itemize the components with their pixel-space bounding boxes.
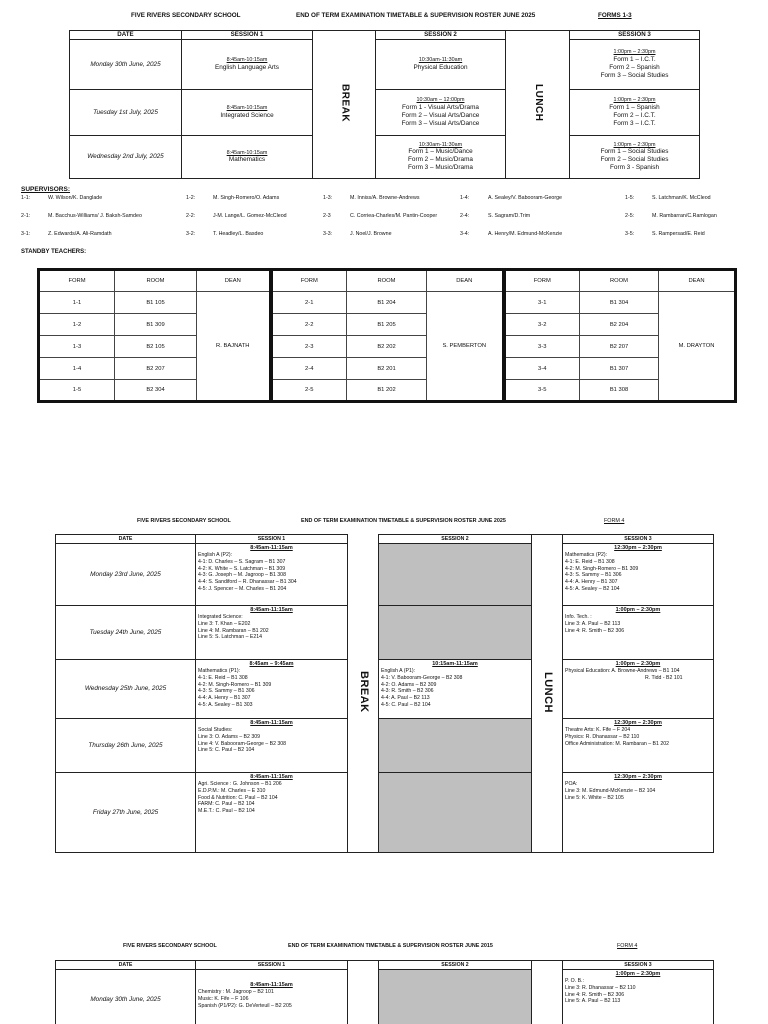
school-name-2: FIVE RIVERS SECONDARY SCHOOL <box>137 518 231 524</box>
supervisor-names: A. Henry/M. Edmund-McKenzie <box>488 231 563 237</box>
supervisor-names: W. Wilson/K. Danglade <box>48 195 103 201</box>
room-cell: B1 304 <box>580 292 659 314</box>
session-1-cell: 8:45am-11:15am Social Studies: Line 3: O. Adams – B2 309 Line 4: V. Babooram-George – B2 308 Line 5: C. Paul – B2 104 <box>196 719 348 773</box>
session-3-cell: 12:30pm – 2:30pm Theatre Arts: K. Fife – F 204 Physics: R. Dhanassar – B2 110 Office Administration: M. Rambaran – B1 202 <box>563 719 714 773</box>
col-dean: DEAN <box>427 270 504 292</box>
form-cell: 3-3 <box>504 336 580 358</box>
supervisor-names: J-M. Lange/L. Gomez-McCleod <box>213 213 287 219</box>
header-session-2: SESSION 2 <box>379 535 532 544</box>
supervisor-names: S. Sagram/D.Trim <box>488 213 531 219</box>
timetable-title-2: END OF TERM EXAMINATION TIMETABLE & SUPERVISION ROSTER JUNE 2025 <box>301 518 506 524</box>
form-cell: 3-2 <box>504 314 580 336</box>
date-cell: Wednesday 2nd July, 2025 <box>70 136 182 179</box>
supervisor-form-label: 3-1: <box>21 231 31 237</box>
supervisor-names: M. Rambarran/C.Ramlogan <box>652 213 717 219</box>
supervisor-form-label: 1-4: <box>460 195 470 201</box>
standby-title: STANDBY TEACHERS: <box>21 249 87 255</box>
supervisor-form-label: 2-5: <box>625 213 635 219</box>
break-column <box>313 31 376 179</box>
form-cell: 2-1 <box>271 292 347 314</box>
date-cell: Tuesday 24th June, 2025 <box>56 606 196 660</box>
form-cell: 3-1 <box>504 292 580 314</box>
supervisor-names: M. Inniss/A. Browne-Andrews <box>350 195 420 201</box>
col-form: FORM <box>271 270 347 292</box>
form-cell: 2-3 <box>271 336 347 358</box>
school-name-1: FIVE RIVERS SECONDARY SCHOOL <box>131 12 241 19</box>
header-date: DATE <box>56 961 196 970</box>
room-cell: B2 201 <box>347 358 427 380</box>
session-1-cell: 8:45am – 9:45am Mathematics (P1): 4-1: E. Reid – B1 308 4-2: M. Singh-Romero – B1 309 4-3: S. Sammy – B1 306 4-4: A. Henry – B1 307 4-5: A. Sealey – B1 303 <box>196 660 348 719</box>
date-cell: Monday 23rd June, 2025 <box>56 544 196 606</box>
col-dean: DEAN <box>197 270 271 292</box>
col-dean: DEAN <box>659 270 736 292</box>
lunch-label: LUNCH <box>541 671 554 713</box>
room-cell: B2 204 <box>580 314 659 336</box>
room-cell: B1 204 <box>347 292 427 314</box>
col-room: ROOM <box>347 270 427 292</box>
lunch-column <box>532 961 563 1024</box>
supervisor-names: M. Singh-Romero/O. Adams <box>213 195 280 201</box>
session-2-cell: 10:15am-11:15am English A (P1): 4-1: V. Babooram-George – B2 308 4-2: O. Adams – B2 309 4-3: R. Smith – B2 306 4-4: A. Paul – B2 113 4-5: C. Paul – B2 104 <box>379 660 532 719</box>
session-3-cell: 1:00pm – 2:30pm Info. Tech. : Line 3: A. Paul – B2 113 Line 4: R. Smith – B2 306 <box>563 606 714 660</box>
session-3-cell: 1:00pm – 2:30pm Physical Education: A. Browne-Andrews – B1 104 R. Tidd - B2 101 <box>563 660 714 719</box>
session-2-cell-empty <box>379 606 532 660</box>
session-1-cell: 8:45am-11:15am English A (P2): 4-1: D. Charles – S. Sagram – B1 307 4-2: K. White – S. Latchman – B1 309 4-3: G. Joseph – M. Jagroop – B1 308 4-4: S. Sandiford – R. Dhanassar – B1 304 4-5: J. Spencer – M. Charles – B1 204 <box>196 544 348 606</box>
lunch-column <box>506 31 570 179</box>
school-name-3: FIVE RIVERS SECONDARY SCHOOL <box>123 943 217 949</box>
form-label-3: FORM 4 <box>617 943 638 949</box>
supervisor-form-label: 2-1: <box>21 213 31 219</box>
session-2-cell: 10:30am – 12:00pm Form 1 - Visual Arts/Drama Form 2 – Visual Arts/Dance Form 3 – Visual Arts/Dance <box>376 90 506 136</box>
session-1-cell: 8:45am-10:15am English Language Arts <box>182 40 313 90</box>
header-session-3: SESSION 3 <box>563 535 714 544</box>
form-cell: 1-5 <box>39 380 115 402</box>
supervisor-form-label: 3-3: <box>323 231 333 237</box>
supervisor-form-label: 3-5: <box>625 231 635 237</box>
supervisor-form-label: 1-3: <box>323 195 333 201</box>
date-cell: Tuesday 1st July, 2025 <box>70 90 182 136</box>
room-cell: B1 307 <box>580 358 659 380</box>
date-cell: Monday 30th June, 2025 <box>70 40 182 90</box>
session-2-cell-empty <box>379 970 532 1024</box>
supervisor-names: S. Rampersad/E. Reid <box>652 231 705 237</box>
date-cell: Friday 27th June, 2025 <box>56 773 196 853</box>
lunch-label: LUNCH <box>532 84 544 122</box>
form-cell: 3-5 <box>504 380 580 402</box>
session-1-cell: 8:45am-11:15am Chemistry : M. Jagroop – B2 101 Music: K. Fife – F 106 Spanish (P1/P2): G. DeVerteuil – B2 205 <box>196 970 348 1024</box>
dean-cell: R. BAJNATH <box>197 292 271 402</box>
header-session-2: SESSION 2 <box>379 961 532 970</box>
supervisor-names: M. Bacchus-Williams/ J. Baksh-Samdeo <box>48 213 142 219</box>
dean-cell: S. PEMBERTON <box>427 292 504 402</box>
supervisor-form-label: 2-2: <box>186 213 196 219</box>
break-column <box>348 535 379 853</box>
form-cell: 2-5 <box>271 380 347 402</box>
session-1-cell: 8:45am-10:15am Integrated Science <box>182 90 313 136</box>
room-cell: B1 308 <box>580 380 659 402</box>
header-session-1: SESSION 1 <box>196 535 348 544</box>
room-cell: B2 304 <box>115 380 197 402</box>
supervisor-names: T. Headley/L. Basdeo <box>213 231 264 237</box>
room-cell: B2 105 <box>115 336 197 358</box>
date-cell: Wednesday 25th June, 2025 <box>56 660 196 719</box>
timetable-forms-1-3 <box>69 30 700 179</box>
session-3-cell: 12:30pm – 2:30pm POA: Line 3: M. Edmund-McKenzie – B2 104 Line 5: K. White – B2 105 <box>563 773 714 853</box>
header-date: DATE <box>56 535 196 544</box>
session-3-cell: 1:00pm – 2:30pm Form 1 – Social Studies Form 2 – Social Studies Form 3 - Spanish <box>570 136 700 179</box>
header-session-2: SESSION 2 <box>376 31 506 40</box>
supervisor-form-label: 3-2: <box>186 231 196 237</box>
form-cell: 1-2 <box>39 314 115 336</box>
date-cell: Monday 30th June, 2025 <box>56 970 196 1024</box>
session-2-cell: 10:30am-11:30am Form 1 – Music/Dance Form 2 – Music/Drama Form 3 – Music/Drama <box>376 136 506 179</box>
supervisor-form-label: 1-2: <box>186 195 196 201</box>
session-2-cell-empty <box>379 773 532 853</box>
form-cell: 3-4 <box>504 358 580 380</box>
session-1-cell: 8:45am-10:15am Mathematics <box>182 136 313 179</box>
session-3-cell: 1:00pm – 2:30pm Form 1 – Spanish Form 2 – I.C.T. Form 3 – I.C.T. <box>570 90 700 136</box>
supervisor-form-label: 2-4: <box>460 213 470 219</box>
supervisor-names: C. Corriea-Charles/M. Pantin-Cooper <box>350 213 438 219</box>
col-form: FORM <box>504 270 580 292</box>
supervisor-names: Z. Edwards/A. Ali-Ramdath <box>48 231 112 237</box>
supervisor-names: A. Sealey/V. Babooram-George <box>488 195 563 201</box>
supervisor-names: S. Latchman/K. McCleod <box>652 195 711 201</box>
header-session-3: SESSION 3 <box>570 31 700 40</box>
col-room: ROOM <box>580 270 659 292</box>
lunch-column <box>532 535 563 853</box>
header-date: DATE <box>70 31 182 40</box>
supervisor-form-label: 3-4: <box>460 231 470 237</box>
room-cell: B1 105 <box>115 292 197 314</box>
standby-table <box>37 268 737 403</box>
col-room: ROOM <box>115 270 197 292</box>
form-cell: 1-1 <box>39 292 115 314</box>
col-form: FORM <box>39 270 115 292</box>
supervisor-form-label: 2-3 <box>323 213 331 219</box>
session-3-cell: 1:00pm – 2:30pm Form 1 – I.C.T. Form 2 – Spanish Form 3 – Social Studies <box>570 40 700 90</box>
supervisor-form-label: 1-5: <box>625 195 635 201</box>
timetable-form-4-cont <box>55 960 714 1024</box>
room-cell: B1 205 <box>347 314 427 336</box>
timetable-title-3: END OF TERM EXAMINATION TIMETABLE & SUPERVISION ROSTER JUNE 2015 <box>288 943 493 949</box>
room-cell: B2 207 <box>115 358 197 380</box>
session-2-cell-empty <box>379 719 532 773</box>
form-cell: 2-4 <box>271 358 347 380</box>
break-label: BREAK <box>357 670 370 713</box>
supervisor-names: J. Noel/J. Browne <box>350 231 392 237</box>
supervisor-form-label: 1-1: <box>21 195 31 201</box>
header-session-1: SESSION 1 <box>182 31 313 40</box>
session-2-cell-empty <box>379 544 532 606</box>
form-cell: 1-4 <box>39 358 115 380</box>
dean-cell: M. DRAYTON <box>659 292 736 402</box>
session-3-cell: 12:30pm – 2:30pm Mathematics (P2): 4-1: E. Reid – B1 308 4-2: M. Singh-Romero – B1 309 4-3: S. Sammy – B1 306 4-4: A. Henry – B1 307 4-5: A. Sealey – B2 104 <box>563 544 714 606</box>
room-cell: B1 202 <box>347 380 427 402</box>
supervisors-title: SUPERVISORS: <box>21 186 71 193</box>
room-cell: B1 309 <box>115 314 197 336</box>
form-cell: 2-2 <box>271 314 347 336</box>
forms-label-1: FORMS 1-3 <box>598 12 632 19</box>
header-session-3: SESSION 3 <box>563 961 714 970</box>
timetable-title-1: END OF TERM EXAMINATION TIMETABLE & SUPERVISION ROSTER JUNE 2025 <box>296 12 536 19</box>
session-3-cell: 1:00pm – 2:30pm P. O. B.: Line 3: R. Dhanassar – B2 110 Line 4: R. Smith – B2 306 Line 5: A. Paul – B2 113 <box>563 970 714 1024</box>
header-session-1: SESSION 1 <box>196 961 348 970</box>
session-1-cell: 8:45am-11:15am Integrated Science: Line 3: T. Khan – E202 Line 4: M. Rambaran – B1 202 Line 5: S. Latchman – E214 <box>196 606 348 660</box>
date-cell: Thursday 26th June, 2025 <box>56 719 196 773</box>
break-label: BREAK <box>339 83 351 123</box>
session-2-cell: 10:30am-11:30am Physical Education <box>376 40 506 90</box>
room-cell: B2 202 <box>347 336 427 358</box>
break-column <box>348 961 379 1024</box>
session-1-cell: 8:45am-11:15am Agri. Science : G. Johnson – B1 206 E.D.P.M.: M. Charles – E 310 Food & Nutrition: C. Paul – B2 104 FARM: C. Paul – B2 104 M.E.T.: C. Paul – B2 104 <box>196 773 348 853</box>
room-cell: B2 207 <box>580 336 659 358</box>
form-cell: 1-3 <box>39 336 115 358</box>
timetable-form-4 <box>55 534 714 853</box>
form-label-2: FORM 4 <box>604 518 625 524</box>
